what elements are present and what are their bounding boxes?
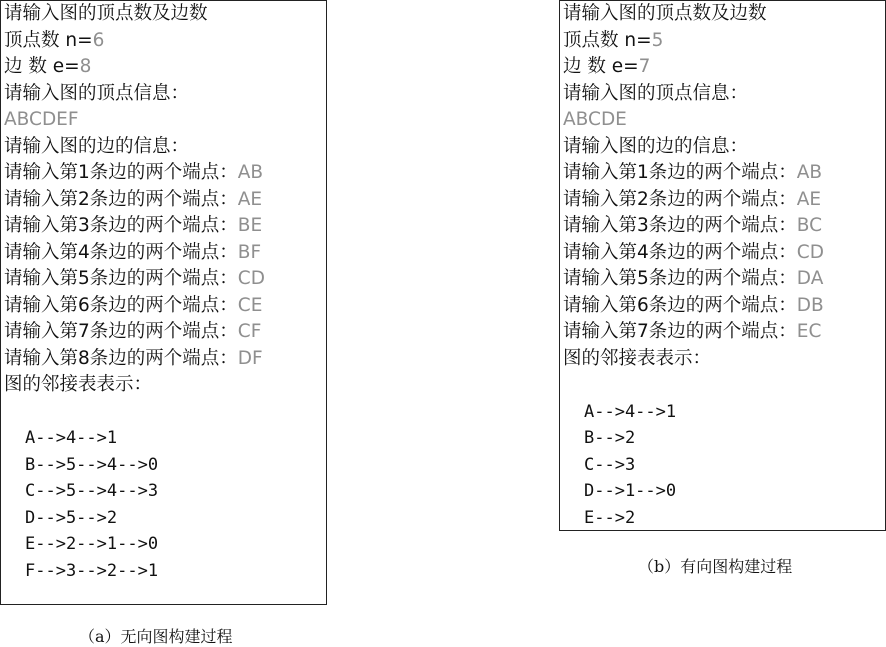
vertex-count-label: 顶点数 n=: [563, 29, 652, 51]
edge-value: EC: [796, 321, 822, 342]
prompt-vertex-edge-count: 请输入图的顶点数及边数: [563, 3, 767, 24]
caption-directed: （b）有向图构建过程: [638, 557, 793, 576]
edge-prompt: 请输入第6条边的两个端点：: [563, 294, 797, 316]
edge-prompt: 请输入第1条边的两个端点：: [563, 162, 797, 183]
edge-line: [1, 266, 326, 293]
prompt-vertex-info: 请输入图的顶点信息：: [563, 82, 749, 104]
prompt-edge-info: 请输入图的边的信息：: [4, 135, 190, 157]
edge-prompt: 请输入第7条边的两个端点：: [4, 321, 238, 342]
adjacency-row: E-->2-->1-->0: [25, 534, 159, 554]
edge-line: [560, 293, 885, 320]
edge-value: DF: [237, 347, 263, 369]
edge-prompt: 请输入第2条边的两个端点：: [563, 188, 797, 210]
blank-line: [560, 372, 885, 399]
edge-value: AE: [237, 188, 263, 210]
edge-value: AB: [237, 162, 264, 183]
edge-value: AE: [796, 188, 822, 210]
edge-value: CD: [796, 241, 824, 263]
edge-value: CD: [237, 268, 265, 289]
edge-count-line: [1, 54, 326, 81]
edge-line: [1, 160, 326, 187]
edge-line: [1, 346, 326, 373]
blank-line: [1, 399, 326, 426]
adjacency-row: C-->5-->4-->3: [25, 481, 159, 501]
edge-line: [560, 160, 885, 187]
edge-value: BF: [237, 241, 262, 263]
edge-value: CF: [237, 321, 262, 342]
edge-count-line: [560, 54, 885, 81]
edge-prompt: 请输入第5条边的两个端点：: [563, 268, 797, 289]
edge-line: [1, 213, 326, 240]
prompt-vertex-edge-count: 请输入图的顶点数及边数: [4, 3, 208, 24]
adjacency-row: E-->2: [584, 507, 636, 528]
vertex-info-value: ABCDE: [563, 109, 627, 130]
adjacency-row: F-->3-->2-->1: [25, 560, 159, 581]
edge-prompt: 请输入第3条边的两个端点：: [4, 215, 238, 236]
edge-line: [1, 187, 326, 214]
adjacency-row: D-->1-->0: [584, 481, 677, 501]
adjacency-row: B-->5-->4-->0: [25, 454, 159, 475]
vertex-info-value: ABCDEF: [4, 109, 79, 130]
edge-value: AB: [796, 162, 823, 183]
caption-undirected: （a）无向图构建过程: [79, 627, 233, 646]
edge-line: [560, 187, 885, 214]
adjacency-row: B-->2: [584, 428, 636, 448]
adjacency-title: 图的邻接表表示：: [4, 374, 153, 395]
edge-line: [1, 293, 326, 320]
edge-line: [560, 266, 885, 293]
edge-count-label: 边 数 e=: [4, 56, 80, 77]
edge-value: BC: [796, 215, 823, 236]
edge-count-label: 边 数 e=: [563, 56, 639, 77]
edge-prompt: 请输入第7条边的两个端点：: [563, 321, 797, 342]
vertex-count-label: 顶点数 n=: [4, 29, 93, 51]
vertex-count-value: 6: [92, 29, 105, 51]
edge-line: [560, 319, 885, 346]
edge-line: [560, 213, 885, 240]
vertex-count-line: [1, 28, 326, 55]
edge-count-value: 8: [79, 56, 92, 77]
edge-value: BE: [237, 215, 263, 236]
edge-prompt: 请输入第4条边的两个端点：: [563, 241, 797, 263]
vertex-count-value: 5: [651, 29, 664, 51]
edge-prompt: 请输入第6条边的两个端点：: [4, 294, 238, 316]
edge-line: [1, 319, 326, 346]
vertex-count-line: [560, 28, 885, 55]
edge-count-value: 7: [638, 56, 651, 77]
edge-prompt: 请输入第3条边的两个端点：: [563, 215, 797, 236]
edge-line: [1, 240, 326, 267]
prompt-edge-info: 请输入图的边的信息：: [563, 135, 749, 157]
edge-prompt: 请输入第5条边的两个端点：: [4, 268, 238, 289]
console-panel-undirected: [0, 0, 327, 605]
edge-prompt: 请输入第1条边的两个端点：: [4, 162, 238, 183]
adjacency-row: A-->4-->1: [584, 401, 677, 422]
adjacency-row: D-->5-->2: [25, 507, 118, 528]
adjacency-row: C-->3: [584, 454, 636, 475]
edge-prompt: 请输入第8条边的两个端点：: [4, 347, 238, 369]
adjacency-title: 图的邻接表表示：: [563, 347, 712, 369]
edge-line: [560, 240, 885, 267]
edge-value: DB: [796, 294, 824, 316]
edge-prompt: 请输入第4条边的两个端点：: [4, 241, 238, 263]
edge-prompt: 请输入第2条边的两个端点：: [4, 188, 238, 210]
console-panel-directed: [559, 0, 886, 531]
adjacency-row: A-->4-->1: [25, 428, 118, 448]
edge-value: CE: [237, 294, 263, 316]
prompt-vertex-info: 请输入图的顶点信息：: [4, 82, 190, 104]
edge-value: DA: [796, 268, 824, 289]
